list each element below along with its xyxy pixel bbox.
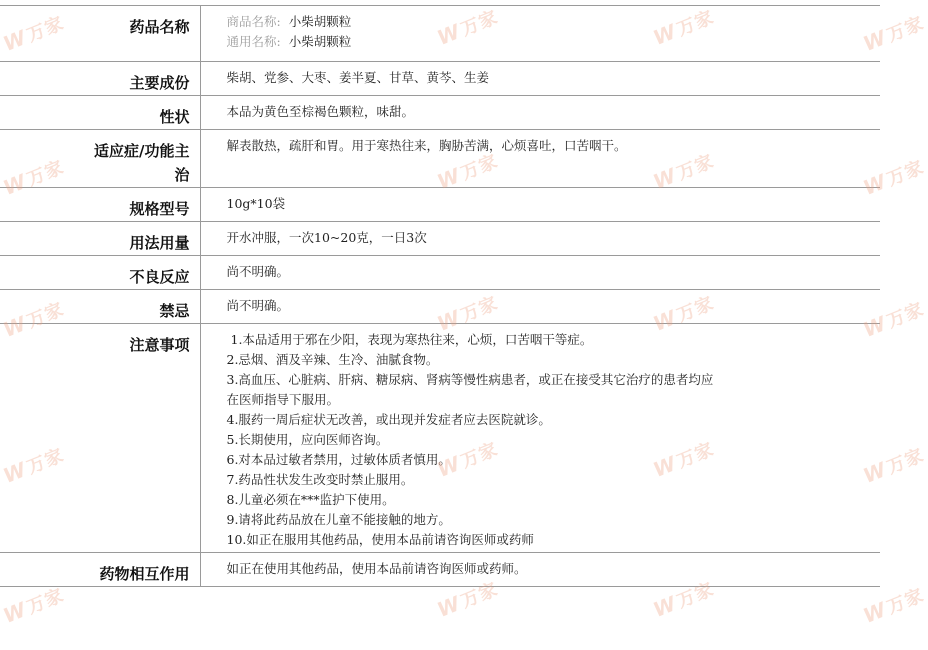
row-spec bbox=[0, 188, 880, 222]
contraindications-label: 禁忌 bbox=[0, 290, 200, 324]
spec-label: 规格型号 bbox=[0, 188, 200, 222]
watermark-logo: W万家 bbox=[859, 12, 928, 56]
watermark-logo: W万家 bbox=[433, 438, 502, 482]
precaution-item: 1.本品适用于邪在少阳，表现为寒热往来，心烦，口苦咽干等症。 bbox=[230, 332, 593, 347]
watermark-logo: W万家 bbox=[433, 150, 502, 194]
indications-label-line2: 治 bbox=[174, 166, 190, 184]
contraindications-value: 尚不明确。 bbox=[200, 290, 880, 324]
generic-name-key: 通用名称: bbox=[226, 34, 281, 49]
watermark-logo: W万家 bbox=[0, 584, 68, 628]
trade-name-line bbox=[227, 12, 881, 32]
interactions-value: 如正在使用其他药品，使用本品前请咨询医师或药师。 bbox=[200, 553, 880, 587]
row-precautions bbox=[0, 324, 880, 553]
row-interactions bbox=[0, 553, 880, 587]
generic-name-line bbox=[227, 32, 881, 52]
precaution-item: 8.儿童必须在***监护下使用。 bbox=[226, 492, 395, 507]
watermark-logo: W万家 bbox=[859, 584, 928, 628]
watermark-logo: W万家 bbox=[0, 156, 68, 200]
precaution-item: 2.忌烟、酒及辛辣、生冷、油腻食物。 bbox=[226, 352, 439, 367]
precautions-value bbox=[200, 324, 880, 553]
drug-name-value bbox=[200, 6, 880, 62]
precaution-item: 4.服药一周后症状无改善，或出现并发症者应去医院就诊。 bbox=[226, 412, 551, 427]
row-ingredients bbox=[0, 62, 880, 96]
watermark-logo: W万家 bbox=[649, 578, 718, 622]
watermark-logo: W万家 bbox=[433, 292, 502, 336]
watermark-logo: W万家 bbox=[0, 298, 68, 342]
row-drug-name bbox=[0, 6, 880, 62]
row-adverse-reactions bbox=[0, 256, 880, 290]
ingredients-value: 柴胡、党参、大枣、姜半夏、甘草、黄芩、生姜 bbox=[200, 62, 880, 96]
indications-value: 解表散热，疏肝和胃。用于寒热往来，胸胁苦满，心烦喜吐，口苦咽干。 bbox=[200, 130, 880, 188]
row-contraindications bbox=[0, 290, 880, 324]
watermark-logo: W万家 bbox=[649, 292, 718, 336]
generic-name-value: 小柴胡颗粒 bbox=[288, 34, 352, 49]
trade-name-key: 商品名称: bbox=[226, 14, 281, 29]
watermark-logo: W万家 bbox=[433, 578, 502, 622]
adverse-value: 尚不明确。 bbox=[200, 256, 880, 290]
watermark-logo: W万家 bbox=[859, 156, 928, 200]
watermark-logo: W万家 bbox=[649, 6, 718, 50]
precaution-item: 3.高血压、心脏病、肝病、糖尿病、肾病等慢性病患者，或正在接受其它治疗的患者均应 bbox=[226, 372, 714, 387]
indications-label bbox=[0, 130, 200, 188]
interactions-label: 药物相互作用 bbox=[0, 553, 200, 587]
watermark-logo: W万家 bbox=[859, 444, 928, 488]
row-usage bbox=[0, 222, 880, 256]
row-properties bbox=[0, 96, 880, 130]
precaution-item: 9.请将此药品放在儿童不能接触的地方。 bbox=[226, 512, 451, 527]
usage-label: 用法用量 bbox=[0, 222, 200, 256]
properties-value: 本品为黄色至棕褐色颗粒，味甜。 bbox=[200, 96, 880, 130]
precaution-item: 10.如正在服用其他药品，使用本品前请咨询医师或药师 bbox=[226, 532, 534, 547]
adverse-label: 不良反应 bbox=[0, 256, 200, 290]
watermark-logo: W万家 bbox=[649, 438, 718, 482]
trade-name-value: 小柴胡颗粒 bbox=[288, 14, 352, 29]
watermark-logo: W万家 bbox=[859, 298, 928, 342]
precaution-item: 5.长期使用，应向医师咨询。 bbox=[226, 432, 389, 447]
precaution-item: 7.药品性状发生改变时禁止服用。 bbox=[226, 472, 414, 487]
ingredients-label: 主要成份 bbox=[0, 62, 200, 96]
precaution-item: 在医师指导下服用。 bbox=[226, 392, 340, 407]
watermark-logo: W万家 bbox=[433, 6, 502, 50]
indications-label-line1: 适应症/功能主 bbox=[94, 142, 190, 160]
precaution-item: 6.对本品过敏者禁用，过敏体质者慎用。 bbox=[226, 452, 451, 467]
drug-info-table bbox=[0, 5, 880, 587]
usage-value: 开水冲服，一次10~20克，一日3次 bbox=[200, 222, 880, 256]
row-indications bbox=[0, 130, 880, 188]
watermark-logo: W万家 bbox=[0, 444, 68, 488]
spec-value: 10g*10袋 bbox=[200, 188, 880, 222]
precautions-label: 注意事项 bbox=[0, 324, 200, 553]
properties-label: 性状 bbox=[0, 96, 200, 130]
watermark-logo: W万家 bbox=[0, 12, 68, 56]
watermark-logo: W万家 bbox=[649, 150, 718, 194]
drug-name-label: 药品名称 bbox=[0, 6, 200, 62]
